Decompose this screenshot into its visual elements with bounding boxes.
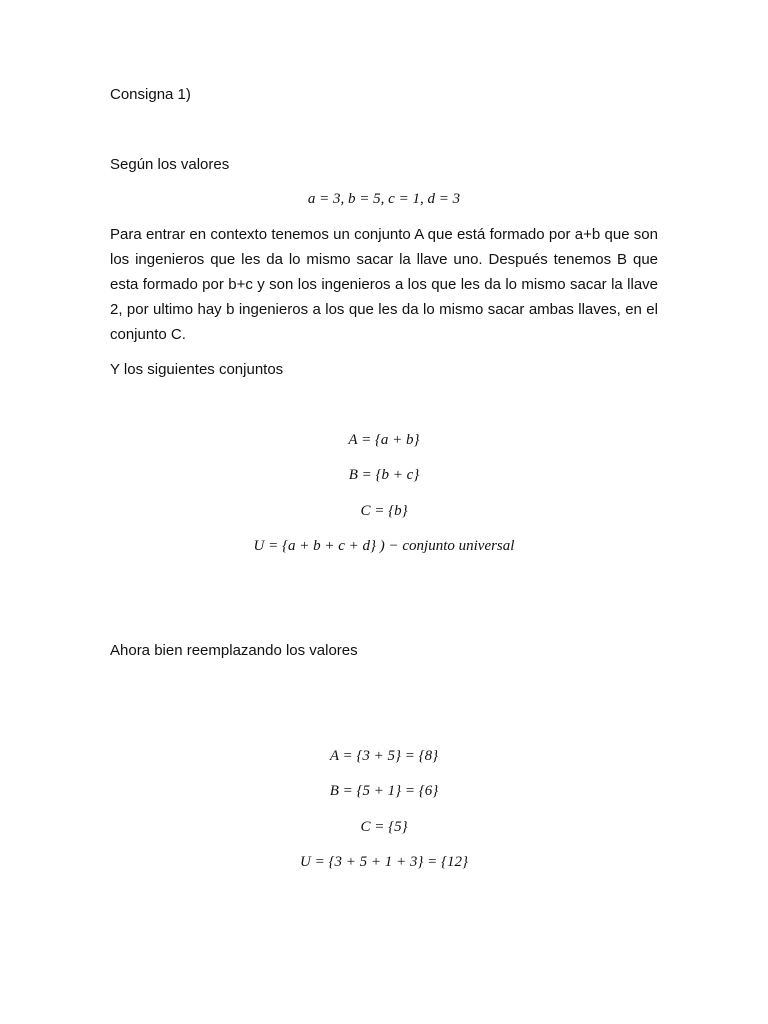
set-a-definition: A = {a + b} [348,432,420,448]
sets-label: Y los siguientes conjuntos [110,361,284,378]
values-equation: a = 3, b = 5, c = 1, d = 3 [307,191,461,207]
replace-label: Ahora bien reemplazando los valores [110,642,358,659]
set-c-replaced: C = {5} [360,819,408,835]
universal-set-definition: U = {a + b + c + d} ) − conjunto universal [253,538,515,554]
universal-set-replaced: U = {3 + 5 + 1 + 3} = {12} [300,854,468,870]
intro-label: Según los valores [110,156,230,173]
context-paragraph: Para entrar en contexto tenemos un conjunto A que está formado por a+b que son los ingenieros que les da lo mismo sacar la llave uno. Después tenemos B que esta formado por b+c y son los ingenieros a los que les da lo mismo sacar la llave 2, por ultimo hay b ingenieros a los que les da lo mismo sacar ambas llaves, en el conjunto C. [110,226,658,343]
set-b-definition: B = {b + c} [348,467,420,483]
set-a-replaced: A = {3 + 5} = {8} [329,748,439,764]
set-c-definition: C = {b} [360,503,408,519]
set-b-replaced: B = {5 + 1} = {6} [329,783,439,799]
document-heading: Consigna 1) [110,86,191,103]
